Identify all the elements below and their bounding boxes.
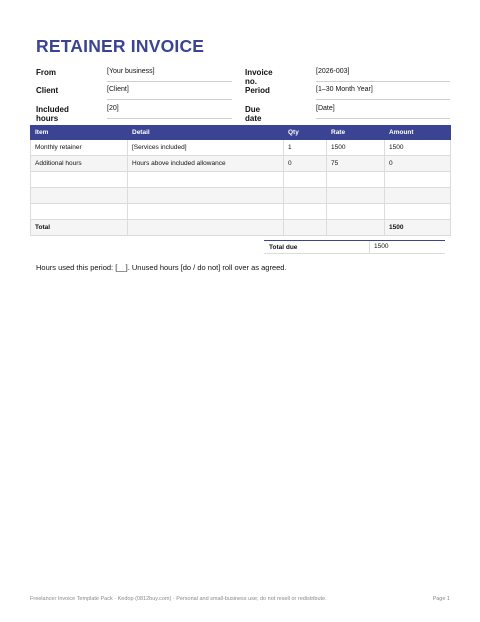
table-cell[interactable]: 1500 (385, 140, 451, 156)
table-cell[interactable]: 0 (284, 156, 327, 172)
table-cell[interactable]: Additional hours (31, 156, 128, 172)
table-cell[interactable] (385, 204, 451, 220)
table-cell[interactable] (327, 188, 385, 204)
total-due-value[interactable]: 1500 (369, 241, 445, 253)
table-cell (128, 220, 284, 236)
total-label: Total (31, 220, 128, 236)
table-cell[interactable] (31, 172, 128, 188)
table-cell[interactable] (385, 188, 451, 204)
client-label: Client (36, 86, 59, 95)
table-cell[interactable]: Monthly retainer (31, 140, 128, 156)
table-cell[interactable]: 1500 (327, 140, 385, 156)
table-cell[interactable] (128, 172, 284, 188)
table-cell[interactable]: 75 (327, 156, 385, 172)
table-total-row (31, 220, 451, 236)
table-cell[interactable] (31, 188, 128, 204)
total-amount[interactable]: 1500 (385, 220, 451, 236)
table-row (31, 156, 451, 172)
table-cell[interactable] (128, 188, 284, 204)
period-field[interactable]: [1–30 Month Year] (316, 86, 450, 100)
table-cell[interactable] (284, 188, 327, 204)
table-row (31, 204, 451, 220)
table-cell[interactable] (284, 172, 327, 188)
table-cell[interactable] (327, 172, 385, 188)
table-row (31, 188, 451, 204)
due-date-label: Due date (245, 105, 262, 123)
table-cell[interactable] (385, 172, 451, 188)
column-header-rate: Rate (327, 126, 385, 140)
hours-note: Hours used this period: [__]. Unused hours [do / do not] roll over as agreed. (36, 263, 287, 272)
total-due-label: Total due (269, 244, 298, 251)
table-cell (327, 220, 385, 236)
client-field[interactable]: [Client] (107, 86, 232, 100)
column-header-detail: Detail (128, 126, 284, 140)
table-cell[interactable]: [Services included] (128, 140, 284, 156)
footer-credit: Freelancer Invoice Template Pack · Kedop (0812buy.com) · Personal and small-business use; do not resell or redistribute. (30, 596, 327, 602)
table-cell (284, 220, 327, 236)
column-header-amount: Amount (385, 126, 451, 140)
page-number: Page 1 (432, 596, 450, 602)
table-cell[interactable]: 0 (385, 156, 451, 172)
period-label: Period (245, 86, 270, 95)
invoice-no-label: Invoice no. (245, 68, 273, 86)
table-cell[interactable] (327, 204, 385, 220)
column-header-item: Item (31, 126, 128, 140)
line-items-table (30, 125, 451, 236)
table-cell[interactable]: 1 (284, 140, 327, 156)
table-row (31, 172, 451, 188)
table-row (31, 140, 451, 156)
due-date-field[interactable]: [Date] (316, 105, 450, 119)
table-cell[interactable] (31, 204, 128, 220)
invoice-title: RETAINER INVOICE (36, 36, 205, 56)
table-cell[interactable] (128, 204, 284, 220)
included-hours-label: Included hours (36, 105, 69, 123)
table-cell[interactable] (284, 204, 327, 220)
from-label: From (36, 68, 56, 77)
invoice-no-field[interactable]: [2026-003] (316, 68, 450, 82)
table-cell[interactable]: Hours above included allowance (128, 156, 284, 172)
included-hours-field[interactable]: [20] (107, 105, 232, 119)
total-due-box (264, 240, 445, 254)
table-header-row (31, 126, 451, 140)
column-header-qty: Qty (284, 126, 327, 140)
from-field[interactable]: [Your business] (107, 68, 232, 82)
